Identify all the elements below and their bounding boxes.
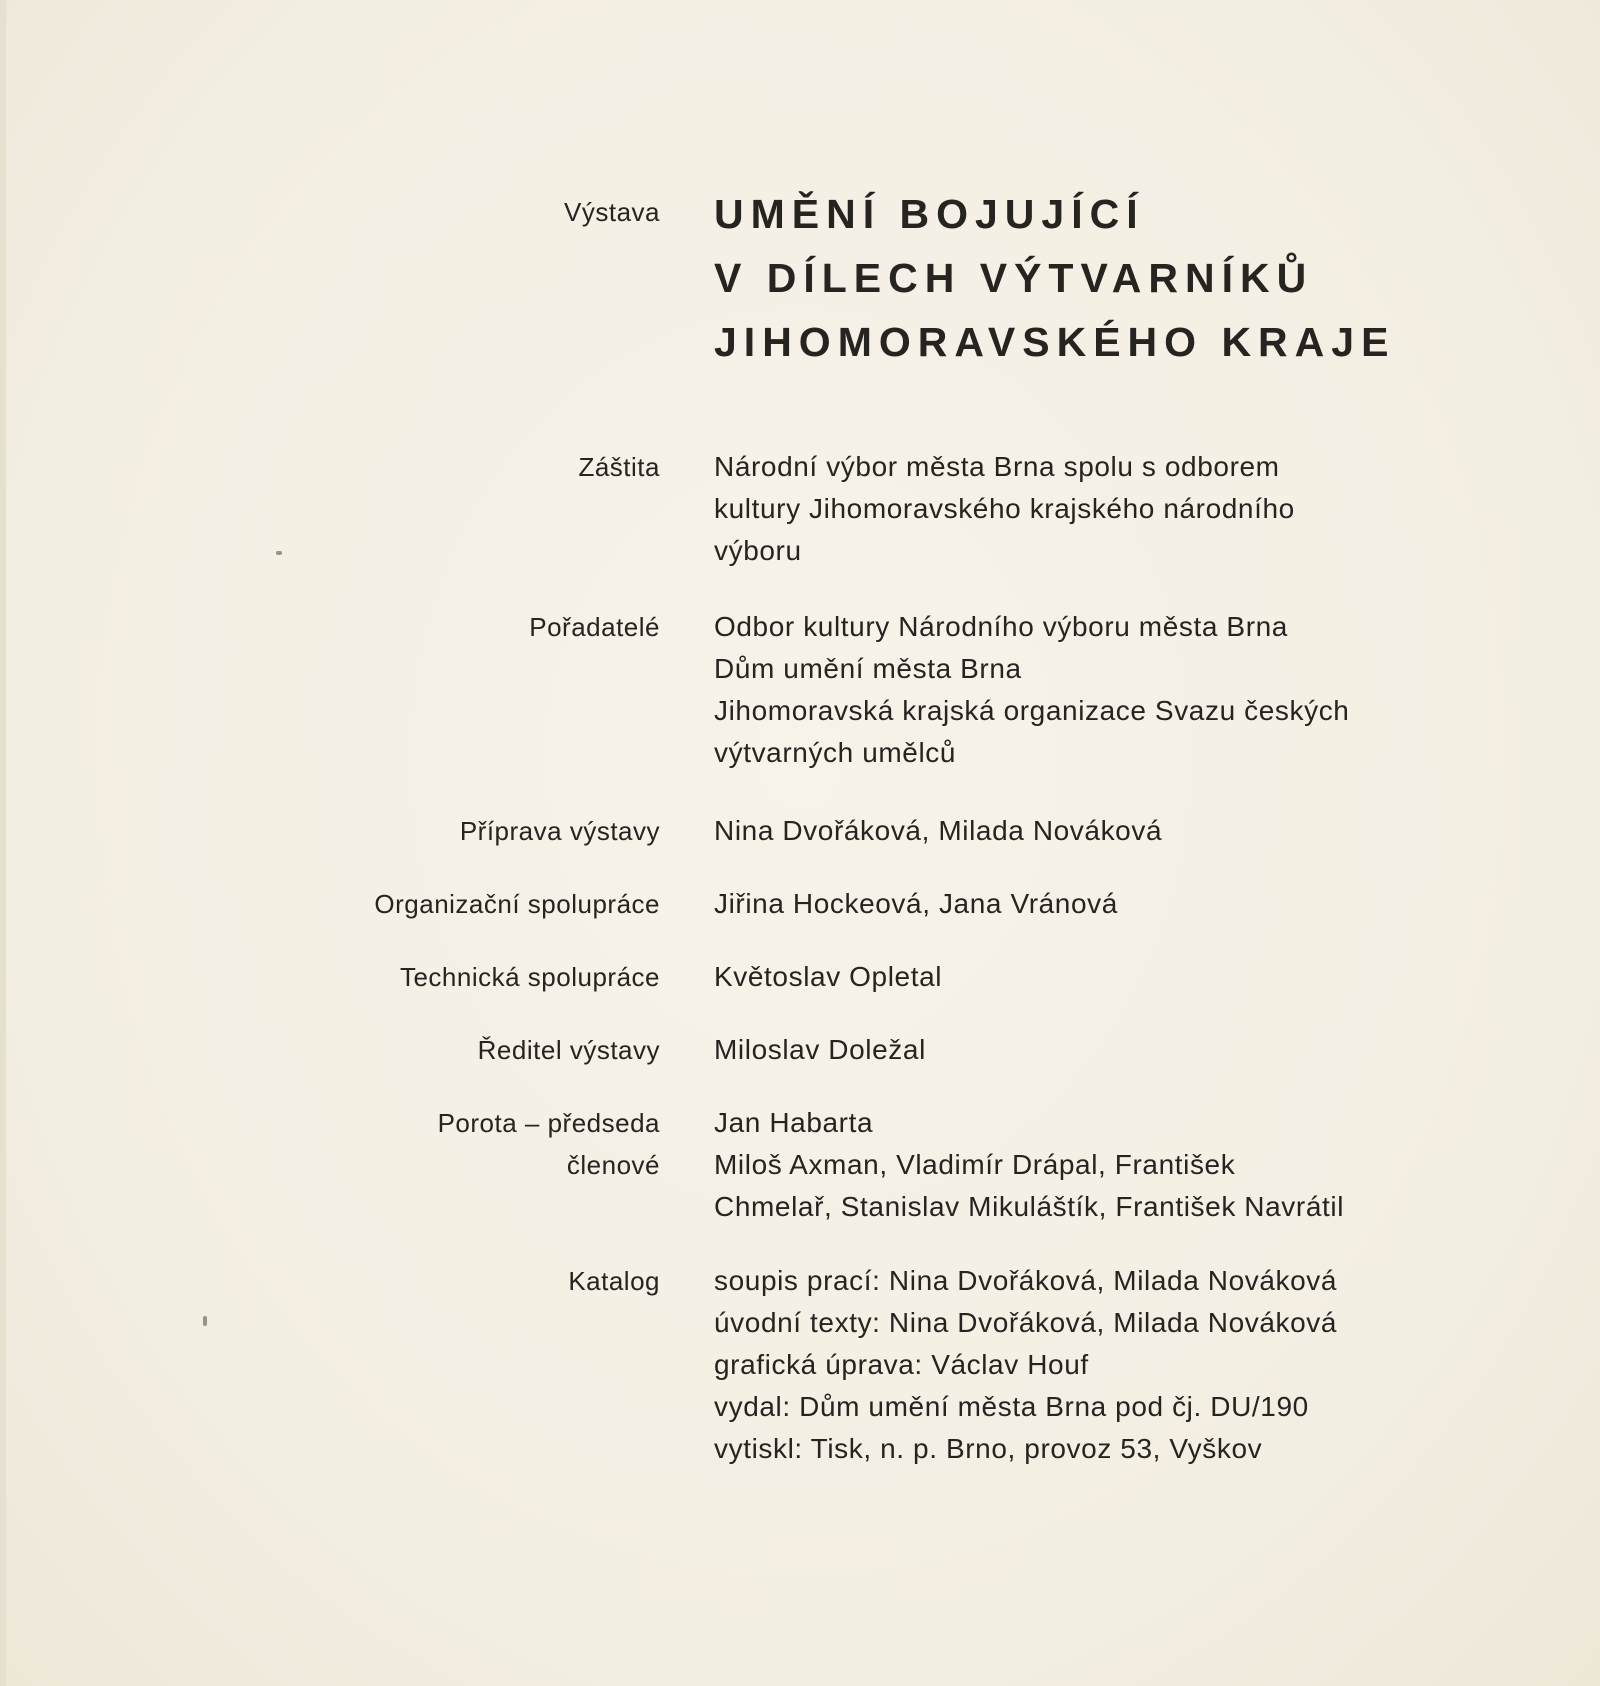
exhibition-label: Výstava [564,197,660,227]
tech-cooperation-text: Květoslav Opletal [714,961,943,992]
catalog-label: Katalog [568,1266,660,1296]
catalog-line: úvodní texty: Nina Dvořáková, Milada Nováková [714,1307,1338,1338]
title-line: JIHOMORAVSKÉHO KRAJE [714,319,1396,365]
org-cooperation-label: Organizační spolupráce [374,889,660,919]
page-edge [0,0,6,1686]
org-cooperation-text: Jiřina Hockeová, Jana Vránová [714,888,1118,919]
patronage-line: výboru [714,535,802,566]
title-line: V DÍLECH VÝTVARNÍKŮ [714,255,1314,301]
preparation-label: Příprava výstavy [459,816,660,846]
patronage-label: Záštita [578,452,660,482]
jury-chair-label: Porota – předseda [437,1108,660,1138]
jury-members-line: Miloš Axman, Vladimír Drápal, František [714,1149,1236,1180]
patronage-line: kultury Jihomoravského krajského národního [714,493,1295,524]
patronage-line: Národní výbor města Brna spolu s odborem [714,451,1280,482]
jury-members-line: Chmelař, Stanislav Mikuláštík, František Navrátil [714,1191,1345,1222]
catalog-line: soupis prací: Nina Dvořáková, Milada Nováková [714,1265,1338,1296]
jury-chair-value [714,1102,1454,1144]
jury-chair-text: Jan Habarta [714,1107,874,1138]
print-speck [276,551,282,555]
catalog-line: vydal: Dům umění města Brna pod čj. DU/190 [714,1391,1309,1422]
director-text: Miloslav Doležal [714,1034,926,1065]
preparation-value [714,810,1454,852]
director-label: Ředitel výstavy [477,1035,660,1065]
jury-members-value [714,1144,1454,1228]
title-line: UMĚNÍ BOJUJÍCÍ [714,191,1145,237]
director-value [714,1029,1454,1071]
tech-cooperation-label: Technická spolupráce [399,962,660,992]
organizers-line: Jihomoravská krajská organizace Svazu českých [714,695,1350,726]
organizers-value [714,606,1454,774]
catalog-line: vytiskl: Tisk, n. p. Brno, provoz 53, Vyškov [714,1433,1263,1464]
organizers-line: Dům umění města Brna [714,653,1022,684]
preparation-text: Nina Dvořáková, Milada Nováková [714,815,1163,846]
catalog-value [714,1260,1454,1470]
catalog-line: grafická úprava: Václav Houf [714,1349,1089,1380]
exhibition-title [714,182,1395,374]
patronage-value [714,446,1454,572]
organizers-line: výtvarných umělců [714,737,957,768]
jury-members-label: členové [566,1150,660,1180]
print-speck [203,1316,207,1326]
org-cooperation-value [714,883,1454,925]
organizers-line: Odbor kultury Národního výboru města Brna [714,611,1288,642]
tech-cooperation-value [714,956,1454,998]
organizers-label: Pořadatelé [529,612,660,642]
